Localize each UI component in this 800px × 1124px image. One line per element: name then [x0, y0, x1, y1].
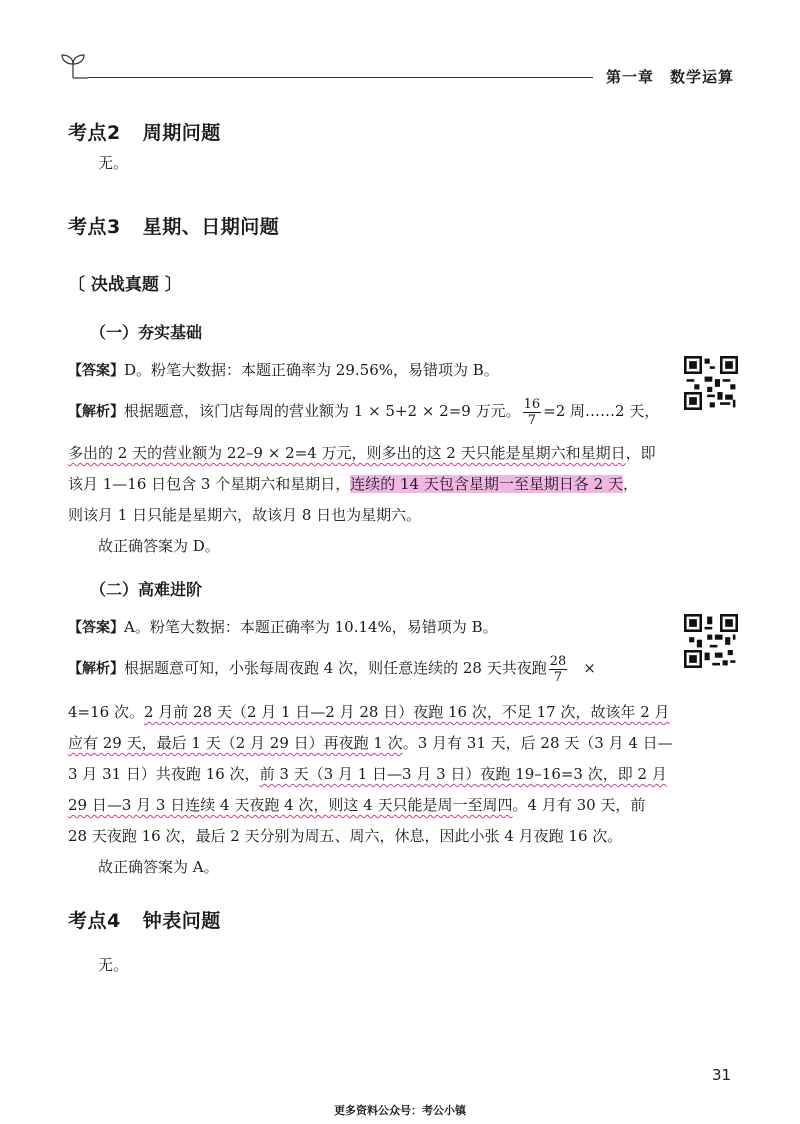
- sprout-icon: [58, 50, 88, 80]
- hard-analysis-l3: [68, 733, 673, 753]
- hard-l5a: 29 日—3 月 3 日连续 4 天夜跑 4 次，则这 4 天只能是周一至周四: [68, 796, 513, 814]
- heading-k2-text: 周期问题: [142, 122, 221, 144]
- hard-analysis-l4: [68, 764, 667, 784]
- basic-heading: （一）夯实基础: [90, 323, 203, 342]
- hard-answer: [68, 617, 498, 638]
- basic-conclusion: 故正确答案为 D。: [98, 537, 220, 555]
- frac-den: 7: [527, 412, 537, 428]
- hard-l2a: 4=16 次。: [68, 703, 144, 721]
- hard-answer-text: A。粉笔大数据：本题正确率为 10.14%，易错项为 B。: [124, 618, 498, 636]
- hard-analysis-l2: [68, 702, 670, 722]
- analysis-tag: 【解析】: [68, 661, 124, 677]
- section-label: 〔 决战真题 〕: [68, 275, 182, 295]
- qr-code-icon: [684, 614, 738, 668]
- basic-analysis-l4: 则该月 1 日只能是星期六，故该月 8 日也为星期六。: [68, 506, 422, 524]
- hard-heading: （二）高难进阶: [90, 580, 203, 599]
- heading-k3-num: 考点3: [68, 216, 121, 238]
- hard-l4b: 前 3 天（3 月 1 日—3 月 3 日）夜跑 19–16=3 次，即 2 月: [259, 765, 667, 783]
- header-rule: [88, 77, 593, 78]
- heading-k3-text: 星期、日期问题: [142, 216, 280, 238]
- hard-conclusion: 故正确答案为 A。: [98, 858, 219, 876]
- basic-l1b: =2 周……2 天，: [543, 402, 660, 420]
- basic-l3c: ，: [622, 475, 638, 493]
- heading-k4-text: 钟表问题: [142, 910, 221, 932]
- hard-analysis-l5: [68, 795, 645, 815]
- hard-analysis-l6: 28 天夜跑 16 次，最后 2 天分别为周五、周六，休息，因此小张 4 月夜跑 16 次。: [68, 827, 623, 845]
- hard-analysis-l1: [68, 650, 596, 687]
- basic-answer: [68, 360, 499, 381]
- heading-k2-num: 考点2: [68, 122, 121, 144]
- qr-code-icon: [684, 356, 738, 410]
- basic-l1a: 根据题意，该门店每周的营业额为 1 × 5+2 × 2=9 万元。: [124, 402, 521, 420]
- frac-den: 7: [553, 669, 563, 685]
- heading-k4-num: 考点4: [68, 910, 121, 932]
- hard-l1: 根据题意可知，小张每周夜跑 4 次，则任意连续的 28 天共夜跑: [124, 659, 547, 677]
- heading-k4: [68, 906, 221, 933]
- basic-analysis-l1: [68, 393, 659, 430]
- basic-l2-tail: ，即: [625, 444, 656, 462]
- footer-text: 更多资料公众号：考公小镇: [334, 1104, 466, 1117]
- hard-l5b: 。4 月有 30 天，前: [512, 796, 646, 814]
- basic-analysis-l2: [68, 443, 656, 463]
- hard-l4a: 3 月 31 日）共夜跑 16 次，: [68, 765, 260, 783]
- answer-tag: 【答案】: [68, 620, 124, 636]
- frac-num: 28: [549, 653, 567, 669]
- frac-num: 16: [523, 396, 541, 412]
- fraction-28-7: [549, 654, 568, 685]
- basic-answer-text: D。粉笔大数据：本题正确率为 29.56%，易错项为 B。: [124, 361, 499, 379]
- page-number: 31: [712, 1066, 732, 1084]
- basic-l3-highlight: 连续的 14 天包含星期一至星期日各 2 天: [350, 475, 623, 493]
- basic-l3a: 该月 1—16 日包含 3 个星期六和星期日，: [68, 475, 351, 493]
- basic-analysis-l3: [68, 474, 638, 494]
- k2-body: 无。: [98, 154, 129, 172]
- chapter-title: 第一章 数学运算: [606, 68, 735, 86]
- hard-l3a: 应有 29 天，最后 1 天（2 月 29 日）再夜跑 1 次: [68, 734, 403, 752]
- fraction-16-7: [523, 397, 542, 428]
- hard-l1-tail: ×: [583, 659, 596, 677]
- analysis-tag: 【解析】: [68, 404, 124, 420]
- answer-tag: 【答案】: [68, 363, 124, 379]
- basic-l2: 多出的 2 天的营业额为 22–9 × 2=4 万元，则多出的这 2 天只能是星期六和星期日: [68, 444, 626, 462]
- k4-body: 无。: [98, 956, 129, 974]
- heading-k3: [68, 212, 279, 239]
- hard-l3b: 。3 月有 31 天，后 28 天（3 月 4 日—: [402, 734, 673, 752]
- hard-l2b: 2 月前 28 天（2 月 1 日—2 月 28 日）夜跑 16 次，不足 17 次，故该年 2 月: [143, 703, 670, 721]
- heading-k2: [68, 118, 221, 145]
